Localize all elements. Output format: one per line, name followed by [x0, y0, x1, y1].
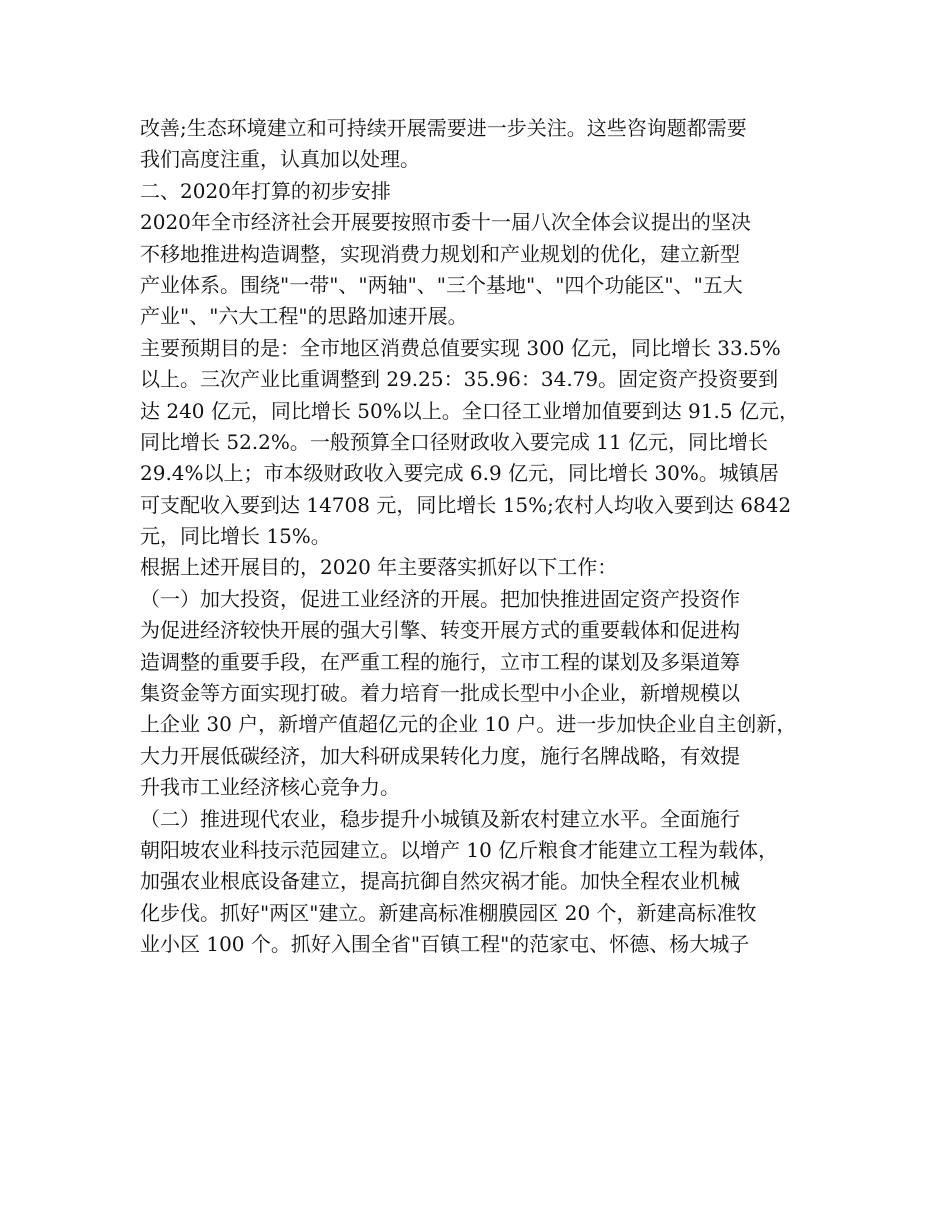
text-line: （二）推进现代农业，稳步提升小城镇及新农村建立水平。全面施行: [140, 806, 740, 831]
text-line: 主要预期目的是：全市地区消费总值要实现 300 亿元，同比增长 33.5%: [140, 335, 781, 360]
text-line: 二、2020年打算的初步安排: [140, 178, 391, 203]
text-line: 造调整的重要手段，在严重工程的施行，立市工程的谋划及多渠道筹: [140, 649, 740, 674]
text-line: 集资金等方面实现打破。着力培育一批成长型中小企业，新增规模以: [140, 681, 740, 706]
text-line: 达 240 亿元，同比增长 50%以上。全口径工业增加值要到达 91.5 亿元，: [140, 398, 799, 423]
text-line: 化步伐。抓好"两区"建立。新建高标准棚膜园区 20 个，新建高标准牧: [140, 900, 757, 925]
text-line: 升我市工业经济核心竞争力。: [140, 775, 400, 800]
text-line: 可支配收入要到达 14708 元，同比增长 15%;农村人均收入要到达 6842: [140, 492, 792, 517]
text-line: 上企业 30 户，新增产值超亿元的企业 10 户。进一步加快企业自主创新，: [140, 712, 797, 737]
document-body: [140, 113, 830, 961]
text-line: 同比增长 52.2%。一般预算全口径财政收入要完成 11 亿元，同比增长: [140, 429, 769, 454]
text-line: 2020年全市经济社会开展要按照市委十一届八次全体会议提出的坚决: [140, 210, 751, 235]
text-line: 为促进经济较快开展的强大引擎、转变开展方式的重要载体和促进构: [140, 618, 740, 643]
text-line: 根据上述开展目的，2020 年主要落实抓好以下工作：: [140, 555, 618, 580]
text-line: （一）加大投资，促进工业经济的开展。把加快推进固定资产投资作: [140, 586, 740, 611]
text-line: 业小区 100 个。抓好入围全省"百镇工程"的范家屯、怀德、杨大城子: [140, 932, 750, 957]
text-line: 产业体系。围绕"一带"、"两轴"、"三个基地"、"四个功能区"、"五大: [140, 272, 743, 297]
text-line: 朝阳坡农业科技示范园建立。以增产 10 亿斤粮食才能建立工程为载体，: [140, 837, 779, 862]
text-line: 改善;生态环境建立和可持续开展需要进一步关注。这些咨询题都需要: [140, 116, 747, 140]
text-line: 29.4%以上；市本级财政收入要完成 6.9 亿元，同比增长 30%。城镇居: [140, 461, 779, 486]
text-line: 我们高度注重，认真加以处理。: [140, 147, 420, 172]
text-line: 元，同比增长 15%。: [140, 524, 331, 549]
text-line: 产业"、"六大工程"的思路加速开展。: [140, 304, 468, 329]
text-line: 大力开展低碳经济，加大科研成果转化力度，施行名牌战略，有效提: [140, 743, 740, 768]
text-line: 不移地推进构造调整，实现消费力规划和产业规划的优化，建立新型: [140, 241, 740, 266]
text-line: 加强农业根底设备建立，提高抗御自然灾祸才能。加快全程农业机械: [140, 869, 740, 894]
text-line: 以上。三次产业比重调整到 29.25：35.96：34.79。固定资产投资要到: [140, 367, 779, 392]
